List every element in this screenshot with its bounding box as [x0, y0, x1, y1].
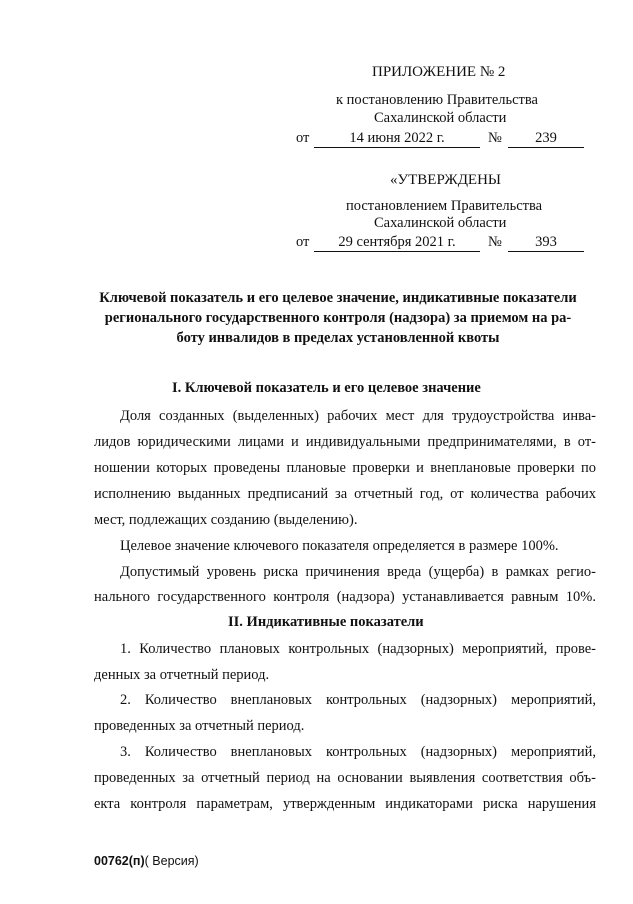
- resolution-date-2: 29 сентября 2021 г.: [314, 234, 480, 252]
- number-label: №: [488, 130, 502, 146]
- appendix-heading: ПРИЛОЖЕНИЕ № 2: [372, 64, 506, 80]
- list-item-line: 3. Количество внеплановых контрольных (надзорных) мероприятий,: [120, 744, 596, 760]
- to-resolution-line: к постановлению Правительства: [336, 92, 538, 108]
- number-label-2: №: [488, 234, 502, 250]
- paragraph-line: нального государственного контроля (надзора) устанавливается равным 10%.: [94, 589, 596, 605]
- title-line: Ключевой показатель и его целевое значение, индикативные показатели: [99, 290, 577, 306]
- list-item-line: 2. Количество внеплановых контрольных (надзорных) мероприятий,: [120, 692, 596, 708]
- region-line: Сахалинской области: [374, 110, 507, 126]
- from-label-2: от: [296, 234, 310, 250]
- section-1-heading: I. Ключевой показатель и его целевое значение: [172, 380, 481, 396]
- region-line-2: Сахалинской области: [374, 215, 507, 231]
- resolution-number: 239: [508, 130, 584, 148]
- title-line: боту инвалидов в пределах установленной квоты: [176, 330, 500, 346]
- paragraph-line: Доля созданных (выделенных) рабочих мест для трудоустройства инва-: [120, 408, 596, 424]
- document-code: 00762(п): [94, 854, 145, 868]
- paragraph-line: мест, подлежащих созданию (выделению).: [94, 512, 358, 528]
- approved-heading: «УТВЕРЖДЕНЫ: [390, 172, 502, 188]
- document-title: [96, 288, 580, 348]
- list-item-line: денных за отчетный период.: [94, 667, 270, 683]
- list-item-line: екта контроля параметрам, утвержденным индикаторами риска нарушения: [94, 796, 596, 812]
- resolution-date: 14 июня 2022 г.: [314, 130, 480, 148]
- document-footer: [94, 854, 199, 868]
- title-line: регионального государственного контроля (надзора) за приемом на ра-: [104, 310, 572, 326]
- paragraph-line: лидов юридическими лицами и индивидуальными предпринимателями, в от-: [94, 434, 596, 450]
- list-item-line: проведенных за отчетный период.: [94, 718, 305, 734]
- paragraph-line: ношении которых проведены плановые проверки и внеплановые проверки по: [94, 460, 596, 476]
- resolution-number-2: 393: [508, 234, 584, 252]
- document-version: ( Версия): [144, 854, 199, 868]
- by-resolution-line: постановлением Правительства: [346, 198, 543, 214]
- from-label: от: [296, 130, 310, 146]
- resolution-reference-2: [296, 234, 592, 252]
- paragraph-line: исполнению выданных предписаний за отчетный год, от количества рабочих: [94, 486, 596, 502]
- list-item-line: 1. Количество плановых контрольных (надзорных) мероприятий, прове-: [120, 641, 596, 657]
- list-item-line: проведенных за отчетный период на основании выявления соответствия объ-: [94, 770, 596, 786]
- target-value-text: Целевое значение ключевого показателя определяется в размере 100%.: [120, 538, 559, 554]
- section-2-heading: II. Индикативные показатели: [228, 614, 424, 630]
- resolution-reference-1: [296, 130, 592, 148]
- paragraph-line: Допустимый уровень риска причинения вреда (ущерба) в рамках регио-: [120, 564, 596, 580]
